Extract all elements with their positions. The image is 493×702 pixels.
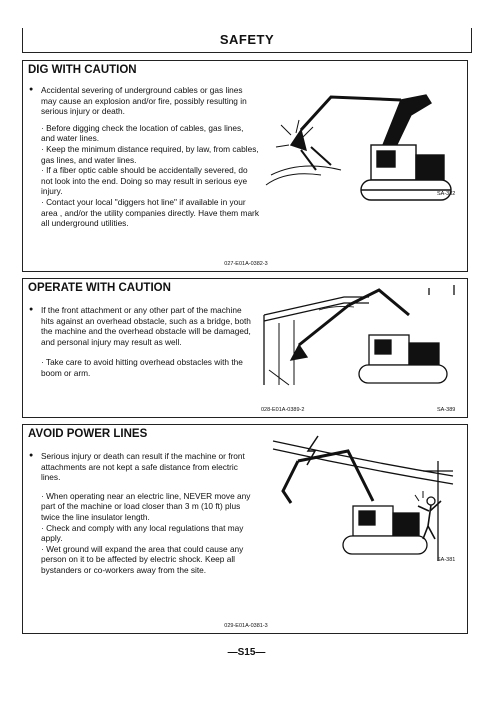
excavator-digging-illustration <box>261 75 461 215</box>
page-header <box>22 28 472 53</box>
section-title: AVOID POWER LINES <box>28 428 148 440</box>
bullet-text: ● Accidental severing of underground cables or gas lines may cause an explosion and/or fire, possibly resulting in serious injury or death. <box>29 85 259 117</box>
section-operate-with-caution <box>22 278 468 418</box>
list-item: · When operating near an electric line, NEVER move any part of the machine or load closer than 3 m (10 ft) plus twice the line insulator length. <box>41 490 251 522</box>
figure-label: SA-389 <box>437 407 456 413</box>
list-item: · Before digging check the location of cables, gas lines, and water lines. <box>41 122 244 144</box>
list-item: · Wet ground will expand the area that could cause any person on it to be affected by electric shock. Keep all bystanders or co-workers away from the site. <box>41 543 244 575</box>
list-item: · Check and comply with any local regulations that may apply. <box>41 522 244 544</box>
section-avoid-power-lines <box>22 424 468 634</box>
list-item: · Take care to avoid hitting overhead obstacles with the boom or arm. <box>41 357 243 378</box>
section-body <box>29 451 255 576</box>
excavator-power-lines-illustration <box>263 431 463 581</box>
bullet-text: ● Serious injury or death can result if the machine or front attachments are not kept a safe distance from electric lines. <box>29 451 255 483</box>
page-title: SAFETY <box>219 32 275 47</box>
figure-label: SA-382 <box>437 191 456 197</box>
excavator-overhead-obstacle-illustration <box>259 285 465 403</box>
instruction-list <box>29 123 259 229</box>
reference-code: 029-E01A-0381-3 <box>224 623 268 629</box>
bullet-text: ● If the front attachment or any other part of the machine hits against an overhead obstacle, such as a bridge, both the machine and the overhead obstacle will be damaged, and personal injury may result as well. <box>29 305 251 347</box>
section-title: OPERATE WITH CAUTION <box>28 282 171 294</box>
section-dig-with-caution <box>22 60 468 272</box>
list-item: · If a fiber optic cable should be accidentally severed, do not look into the end. Doing so may result in serious eye injury. <box>41 165 248 197</box>
list-item: · Contact your local "diggers hot line" if available in your area , and/or the utility companies directly. Have them mark all underground utilities. <box>41 196 259 229</box>
list-item: · Keep the minimum distance required, by law, from cables, gas lines, and water lines. <box>41 143 259 165</box>
reference-code: 027-E01A-0382-3 <box>224 261 268 267</box>
section-title: DIG WITH CAUTION <box>28 64 137 76</box>
page-number: —S15— <box>227 647 266 658</box>
figure-label: SA-381 <box>437 557 456 563</box>
section-body <box>29 85 259 229</box>
instruction-list <box>29 491 255 576</box>
section-body <box>29 305 251 379</box>
reference-code: 028-E01A-0389-2 <box>261 407 305 413</box>
instruction-list <box>29 357 251 378</box>
